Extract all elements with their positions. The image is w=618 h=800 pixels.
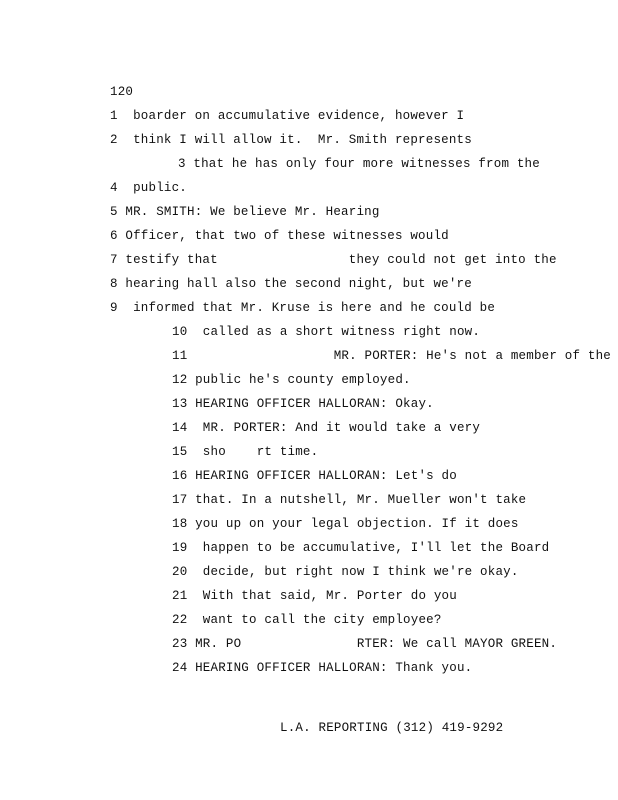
transcript-line-13: 13 HEARING OFFICER HALLORAN: Okay.	[172, 397, 434, 411]
transcript-line-3: 3 that he has only four more witnesses from the	[178, 157, 540, 171]
transcript-line-18: 18 you up on your legal objection. If it does	[172, 517, 519, 531]
transcript-line-8: 8 hearing hall also the second night, but we're	[110, 277, 472, 291]
transcript-line-7: 7 testify that they could not get into the	[110, 253, 557, 267]
transcript-line-16: 16 HEARING OFFICER HALLORAN: Let's do	[172, 469, 457, 483]
transcript-line-2: 2 think I will allow it. Mr. Smith represents	[110, 133, 472, 147]
transcript-line-9: 9 informed that Mr. Kruse is here and he could be	[110, 301, 496, 315]
transcript-line-21: 21 With that said, Mr. Porter do you	[172, 589, 457, 603]
transcript-line-4: 4 public.	[110, 181, 188, 195]
transcript-line-15: 15 sho rt time.	[172, 445, 319, 459]
transcript-line-11: 11 MR. PORTER: He's not a member of the	[172, 349, 611, 363]
transcript-line-17: 17 that. In a nutshell, Mr. Mueller won't take	[172, 493, 527, 507]
transcript-line-12: 12 public he's county employed.	[172, 373, 411, 387]
transcript-line-1: 1 boarder on accumulative evidence, however I	[110, 109, 465, 123]
transcript-line-23: 23 MR. PO RTER: We call MAYOR GREEN.	[172, 637, 558, 651]
transcript-line-6: 6 Officer, that two of these witnesses would	[110, 229, 449, 243]
transcript-line-14: 14 MR. PORTER: And it would take a very	[172, 421, 481, 435]
page-number: 120	[110, 85, 134, 99]
transcript-line-20: 20 decide, but right now I think we're okay.	[172, 565, 519, 579]
transcript-line-10: 10 called as a short witness right now.	[172, 325, 481, 339]
transcript-line-5: 5 MR. SMITH: We believe Mr. Hearing	[110, 205, 380, 219]
transcript-line-19: 19 happen to be accumulative, I'll let the Board	[172, 541, 550, 555]
transcript-line-24: 24 HEARING OFFICER HALLORAN: Thank you.	[172, 661, 473, 675]
reporter-footer: L.A. REPORTING (312) 419-9292	[280, 721, 504, 735]
transcript-line-22: 22 want to call the city employee?	[172, 613, 442, 627]
